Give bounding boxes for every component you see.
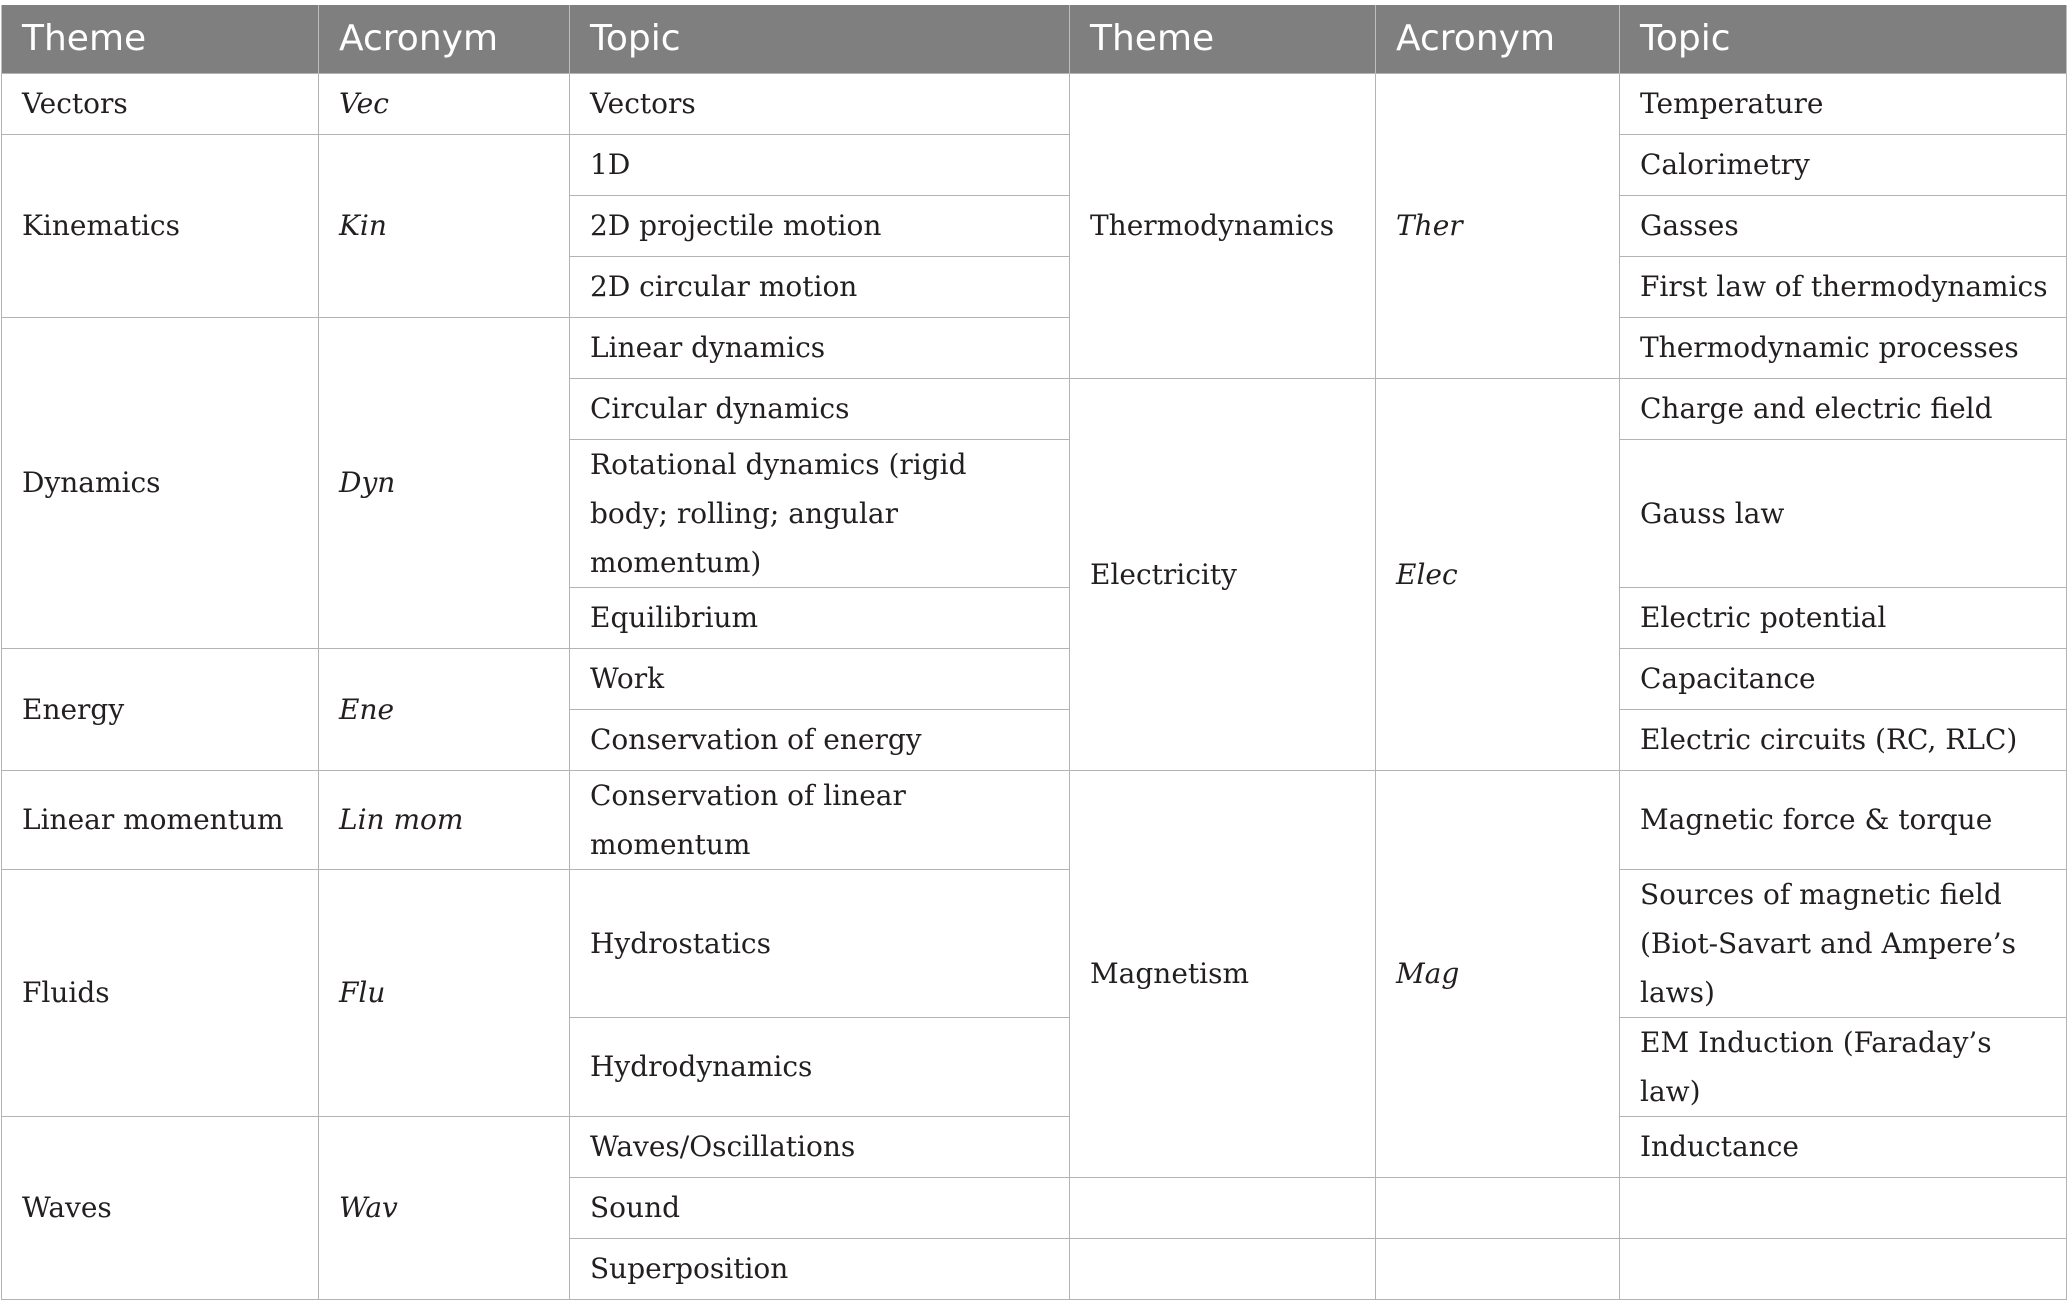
topic-cell: Linear dynamics <box>570 317 1070 378</box>
topic-cell: Work <box>570 648 1070 709</box>
topic-cell: Rotational dynamics (rigid body; rolling; angular momentum) <box>570 439 1070 587</box>
acronym-cell: Elec <box>1376 378 1620 770</box>
topic-cell: Vectors <box>570 73 1070 134</box>
topic-cell: Hydrodynamics <box>570 1017 1070 1116</box>
topic-cell: Superposition <box>570 1238 1070 1299</box>
theme-cell: Dynamics <box>2 317 319 648</box>
header-acronym-right: Acronym <box>1376 5 1620 73</box>
header-topic-left: Topic <box>570 5 1070 73</box>
theme-cell: Energy <box>2 648 319 770</box>
theme-cell: Electricity <box>1070 378 1376 770</box>
table-row <box>2 1116 2067 1177</box>
topic-cell: Temperature <box>1620 73 2067 134</box>
header-topic-right: Topic <box>1620 5 2067 73</box>
topic-cell: Thermodynamic processes <box>1620 317 2067 378</box>
header-acronym-left: Acronym <box>319 5 570 73</box>
theme-cell: Vectors <box>2 73 319 134</box>
topic-cell: 1D <box>570 134 1070 195</box>
topic-cell: Gasses <box>1620 195 2067 256</box>
physics-topics-table <box>1 5 2067 1300</box>
empty-cell <box>1620 1238 2067 1299</box>
topic-cell: Equilibrium <box>570 587 1070 648</box>
empty-cell <box>1070 1177 1376 1238</box>
theme-cell: Linear momentum <box>2 770 319 869</box>
empty-cell <box>1376 1238 1620 1299</box>
topic-cell: Inductance <box>1620 1116 2067 1177</box>
acronym-cell: Dyn <box>319 317 570 648</box>
acronym-cell: Ene <box>319 648 570 770</box>
theme-cell: Kinematics <box>2 134 319 317</box>
table-row <box>2 770 2067 869</box>
topic-cell: Magnetic force & torque <box>1620 770 2067 869</box>
topic-cell: Sound <box>570 1177 1070 1238</box>
table-row <box>2 73 2067 134</box>
topics-table-container <box>1 5 2066 1285</box>
acronym-cell: Mag <box>1376 770 1620 1177</box>
acronym-cell: Wav <box>319 1116 570 1299</box>
topic-cell: Circular dynamics <box>570 378 1070 439</box>
table-row <box>2 317 2067 378</box>
topic-cell: 2D circular motion <box>570 256 1070 317</box>
theme-cell: Magnetism <box>1070 770 1376 1177</box>
theme-cell: Thermodynamics <box>1070 73 1376 378</box>
table-row <box>2 648 2067 709</box>
theme-cell: Fluids <box>2 869 319 1116</box>
topic-cell: Hydrostatics <box>570 869 1070 1017</box>
acronym-cell: Flu <box>319 869 570 1116</box>
acronym-cell: Vec <box>319 73 570 134</box>
header-theme-right: Theme <box>1070 5 1376 73</box>
table-row <box>2 134 2067 195</box>
header-theme-left: Theme <box>2 5 319 73</box>
topic-cell: Electric circuits (RC, RLC) <box>1620 709 2067 770</box>
topic-cell: 2D projectile motion <box>570 195 1070 256</box>
acronym-cell: Lin mom <box>319 770 570 869</box>
acronym-cell: Kin <box>319 134 570 317</box>
topic-cell: First law of thermodynamics <box>1620 256 2067 317</box>
empty-cell <box>1070 1238 1376 1299</box>
topic-cell: Waves/Oscillations <box>570 1116 1070 1177</box>
topic-cell: EM Induction (Faraday’s law) <box>1620 1017 2067 1116</box>
topic-cell: Conservation of linear momentum <box>570 770 1070 869</box>
topic-cell: Gauss law <box>1620 439 2067 587</box>
topic-cell: Calorimetry <box>1620 134 2067 195</box>
table-row <box>2 869 2067 1017</box>
empty-cell <box>1376 1177 1620 1238</box>
topic-cell: Sources of magnetic field (Biot-Savart and Ampere’s laws) <box>1620 869 2067 1017</box>
theme-cell: Waves <box>2 1116 319 1299</box>
header-row <box>2 5 2067 73</box>
topic-cell: Conservation of energy <box>570 709 1070 770</box>
topic-cell: Capacitance <box>1620 648 2067 709</box>
acronym-cell: Ther <box>1376 73 1620 378</box>
empty-cell <box>1620 1177 2067 1238</box>
topic-cell: Charge and electric field <box>1620 378 2067 439</box>
topic-cell: Electric potential <box>1620 587 2067 648</box>
